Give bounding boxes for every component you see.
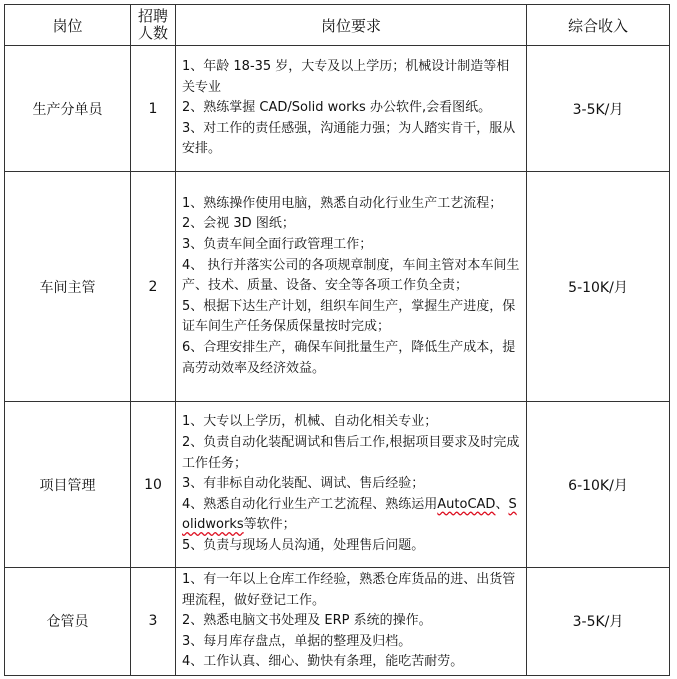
requirement-item [182,495,522,536]
salary-cell: 3-5K/月 [527,568,670,676]
header-requirements: 岗位要求 [176,5,527,46]
count-cell: 10 [131,402,176,568]
table-row [5,172,670,402]
requirement-item: 2、熟悉电脑文书处理及 ERP 系统的操作。 [182,613,432,629]
requirement-item: 3、负责车间全面行政管理工作； [182,237,373,253]
table-row [5,568,670,676]
requirements-cell [176,172,527,402]
req4-separator: 、 [495,496,509,512]
requirement-item: 3、有非标自动化装配、调试、售后经验； [182,476,425,492]
requirement-item: 4、工作认真、细心、勤快有条理，能吃苦耐劳。 [182,654,464,670]
count-cell: 2 [131,172,176,402]
autocad-word: AutoCAD [437,496,496,512]
salary-cell: 3-5K/月 [527,46,670,172]
requirement-item: 1、有一年以上仓库工作经验，熟悉仓库货品的进、出货管理流程，做好登记工作。 [182,572,516,608]
requirement-item: 5、负责与现场人员沟通，处理售后问题。 [182,537,425,553]
header-count [131,5,176,46]
salary-cell: 6-10K/月 [527,402,670,568]
count-cell: 1 [131,46,176,172]
requirement-item: 6、合理安排生产，确保车间批量生产，降低生产成本，提高劳动效率及经济效益。 [182,339,516,376]
position-cell: 车间主管 [5,172,131,402]
header-position: 岗位 [5,5,131,46]
header-salary: 综合收入 [527,5,670,46]
header-count-line2: 人数 [137,24,168,42]
header-row [5,5,670,46]
position-cell: 仓管员 [5,568,131,676]
count-cell: 3 [131,568,176,676]
salary-cell: 5-10K/月 [527,172,670,402]
position-cell: 项目管理 [5,402,131,568]
requirement-item: 1、熟练操作使用电脑，熟悉自动化行业生产工艺流程； [182,195,503,211]
requirement-item: 3、每月库存盘点，单据的整理及归档。 [182,633,412,649]
requirement-item: 3、对工作的责任感强，沟通能力强；为人踏实肯干，服从安排。 [182,120,516,157]
requirement-item: 1、年龄 18-35 岁，大专及以上学历；机械设计制造等相关专业 [182,59,510,95]
solidworks-word: Solidworks [182,496,517,533]
req4-suffix: 等软件； [243,517,296,533]
table-row [5,402,670,568]
requirement-item: 1、大专以上学历，机械、自动化相关专业； [182,414,438,430]
requirement-item: 5、根据下达生产计划，组织车间生产，掌握生产进度，保证车间生产任务保质保量按时完成； [182,298,516,335]
requirement-item: 2、熟练掌握 CAD/Solid works 办公软件,会看图纸。 [182,100,492,116]
requirements-cell [176,46,527,172]
position-cell: 生产分单员 [5,46,131,172]
requirement-item: 4、 执行并落实公司的各项规章制度，车间主管对本车间生产、技术、质量、设备、安全等各项工作负全责； [182,257,520,294]
req4-prefix: 4、熟悉自动化行业生产工艺流程、熟练运用 [182,496,438,512]
requirements-cell [176,568,527,676]
table-row [5,46,670,172]
requirements-cell [176,402,527,568]
requirement-item: 2、会视 3D 图纸； [182,216,295,232]
job-table [4,4,670,676]
requirement-item: 2、负责自动化装配调试和售后工作,根据项目要求及时完成工作任务； [182,435,520,471]
header-count-line1: 招聘 [137,7,168,25]
